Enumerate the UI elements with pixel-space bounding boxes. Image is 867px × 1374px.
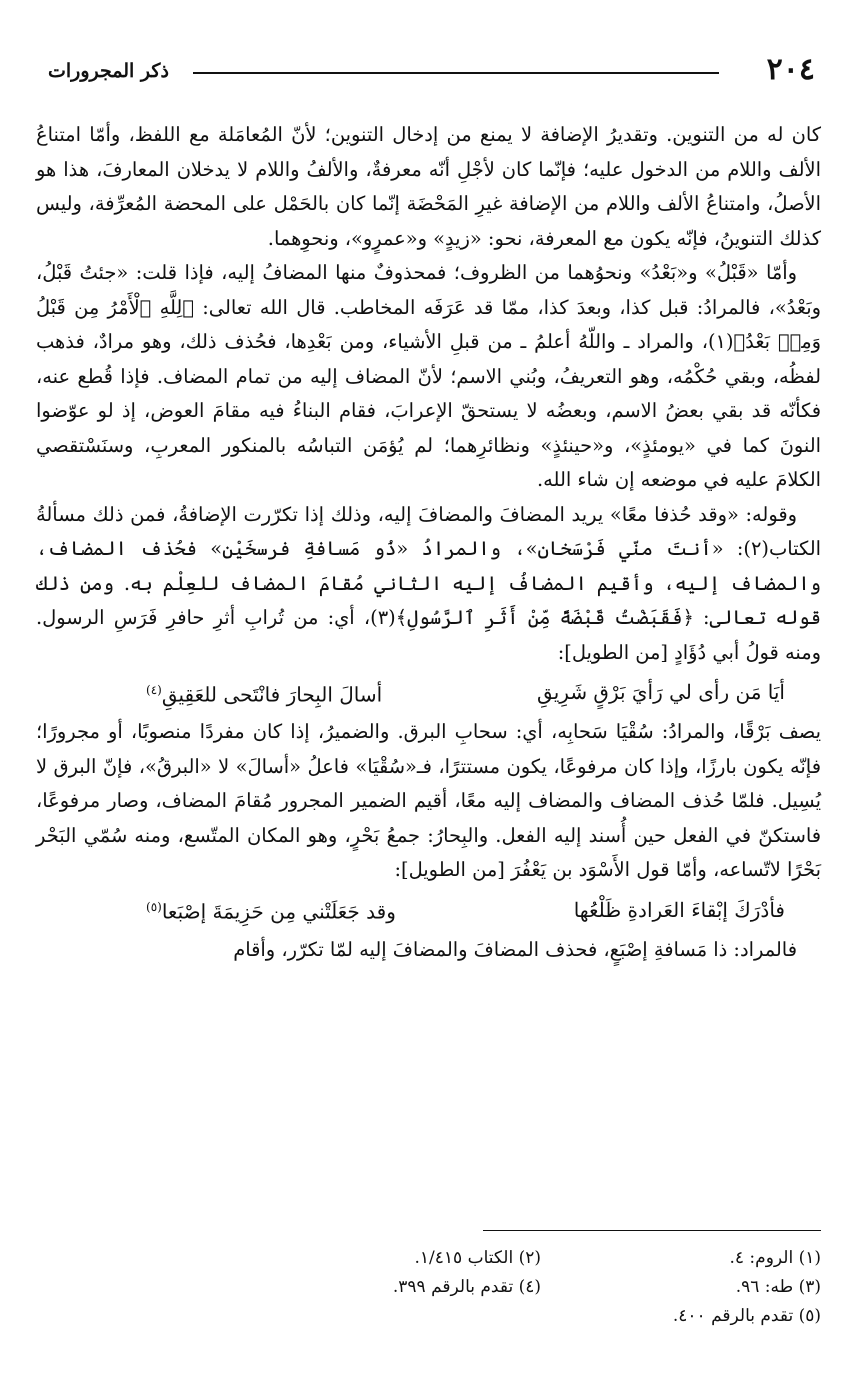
header-rule: [193, 72, 719, 74]
paragraph: كان له من التنوين. وتقديرُ الإضافة لا يمنع من إدخال التنوين؛ لأنّ المُعامَلة مع اللفظ، وأمّا امتناعُ الألف واللام من الدخول عليه؛ فإنّما كان لأجْلِ أنّه معرفةٌ، والألفُ واللام لا يدخلان المعارفَ، هذا هو الأصلُ، وامتناعُ الألف واللام من الإضافة غيرِ المَحْضَة إنّما كان بالحَمْل على المحضة المُعرِّفة، وليس كذلك التنوينُ، فإنّه يكون مع المعرفة، نحو: «زيدٍ» و«عمرٍو»، ونحوِهما.: [36, 123, 821, 250]
footnote: (١) الروم: ٤.: [729, 1248, 821, 1268]
poetry-verse: [36, 670, 821, 715]
verse-first-hemistich: فأدْرَكَ إبْقاءَ العَرادةِ ظَلْعُها: [573, 897, 785, 922]
footnote-separator: [483, 1230, 821, 1231]
section-title: ذكر المجرورات: [48, 60, 169, 82]
footnote: [261, 1302, 541, 1331]
footnote-marker: (٤): [146, 682, 162, 697]
page-header: [48, 50, 815, 90]
paragraph: فالمراد: ذا مَسافةِ إصْبَعٍ، فحذف المضافَ والمضافَ إليه لمّا تكرّر، وأقام: [233, 937, 797, 961]
footnote: (٤) تقدم بالرقم ٣٩٩.: [392, 1277, 541, 1297]
verse-second-hemistich: أسالَ البِحارَ فانْتَحى للعَقِيقِ$^{(٤)}$: [146, 682, 383, 707]
paragraph: يصف بَرْقًا، والمرادُ: سُقْيَا سَحابِه، أي: سحابِ البرق. والضميرُ، إذا كان مفردًا منصوبًا، أو مجرورًا؛ فإنّه يكون بارزًا، وإذا كان مرفوعًا، يكون مستترًا، فـ«سُقْيَا» فاعلُ «أسالَ» لا «البرقُ»، فإنّ البرق لا يُسِيل. فلمّا حُذف المضاف والمضاف إليه معًا، أقيم الضمير المجرور مُقامَ المضاف، وصار مرفوعًا، فاستكنّ في الفعل حين أُسند إليه الفعل. والبِحارُ: جمعُ بَحْرٍ، وهو المكان المتّسع، ومنه سُمّي البَحْر بَحْرًا لاتّساعه، وأمّا قول الأَسْوَد بن يَعْفُرَ [من الطويل]:: [36, 720, 821, 881]
footnote-row: [261, 1244, 821, 1273]
paragraph: وأمّا «قَبْلُ» و«بَعْدُ» ونحوُهما من الظروف؛ فمحذوفٌ منها المضافُ إليه، فإذا قلت: «جئتُ قَبْلُ، وبَعْدُ»، فالمرادُ: قبل كذا، وبعدَ كذا، ممّا قد عَرَفَه المخاطب. قال الله تعالى: ﴿لِلَّهِ ٱلْأَمْرُ مِن قَبْلُ وَمِنۢ بَعْدُ﴾(١)، والمراد ـ واللّهُ أعلمُ ـ من قبلِ الأشياء، ومن بَعْدِها، فحُذف ذلك، وهو مرادٌ، فذهب لفظُه، وبقي حُكْمُه، وهو التعريفُ، وبُني الاسم؛ لأنّ المضاف إليه من تمام المضاف. فإذا قُطع عنه، فكأنّه قد بقي بعضُ الاسم، وبعضُه لا يستحقّ الإعرابَ، فقام البناءُ فيه مقامَ العوض، إذ لو عوّضوا النونَ كما في «يومئذٍ»، و«حينئذٍ» ونظائرِهما؛ لم يُؤمَن التباسُه بالمنكور المعربِ، وسنَسْتقصي الكلامَ عليه في موضعه إن شاء الله.: [36, 261, 821, 491]
footnote-row: [261, 1273, 821, 1302]
footnote: (٣) طه: ٩٦.: [735, 1277, 821, 1297]
footnote-marker: (٥): [146, 900, 162, 915]
footnote: (٥) تقدم بالرقم ٤٠٠.: [672, 1306, 821, 1326]
page-number: ٢٠٤: [766, 52, 815, 87]
paragraph: وقوله: «وقد حُذفا معًا» يريد المضافَ والمضافَ إليه، وذلك إذا تكرّرت الإضافةُ، فمن ذلك مسألةُ الكتاب(٢): «أنتَ منّي فَرْسَخان»، والمرادُ «ذُو مَسافةِ فرسخَيْن» فحُذف المضاف، والمضاف إليه، وأقيم المضافُ إليه الثاني مُقامَ المضاف للعِلْم به. ومن ذلك قوله تعالى: ﴿فَقَبَضْتُ قَبْضَةً مِّنْ أَثَرِ ٱلرَّسُولِ﴾(٣)، أي: من تُرابِ أثرِ حافرِ فَرَسِ الرسول. ومنه قولُ أبي دُؤَادٍ [من الطويل]:: [36, 502, 821, 664]
footnotes: [261, 1244, 821, 1331]
verse-second-hemistich: وقد جَعَلَتْني مِن حَزِيمَةَ إصْبَعا$^{(٥)}$: [146, 900, 396, 925]
poetry-verse: [36, 888, 821, 933]
footnote-row: [261, 1302, 821, 1331]
verse-first-hemistich: أيَا مَن رأى لي رَأيَ بَرْقٍ شَرِيقِ: [537, 680, 785, 705]
footnote: (٢) الكتاب ١/٤١٥.: [414, 1248, 541, 1268]
main-text: [36, 118, 821, 967]
